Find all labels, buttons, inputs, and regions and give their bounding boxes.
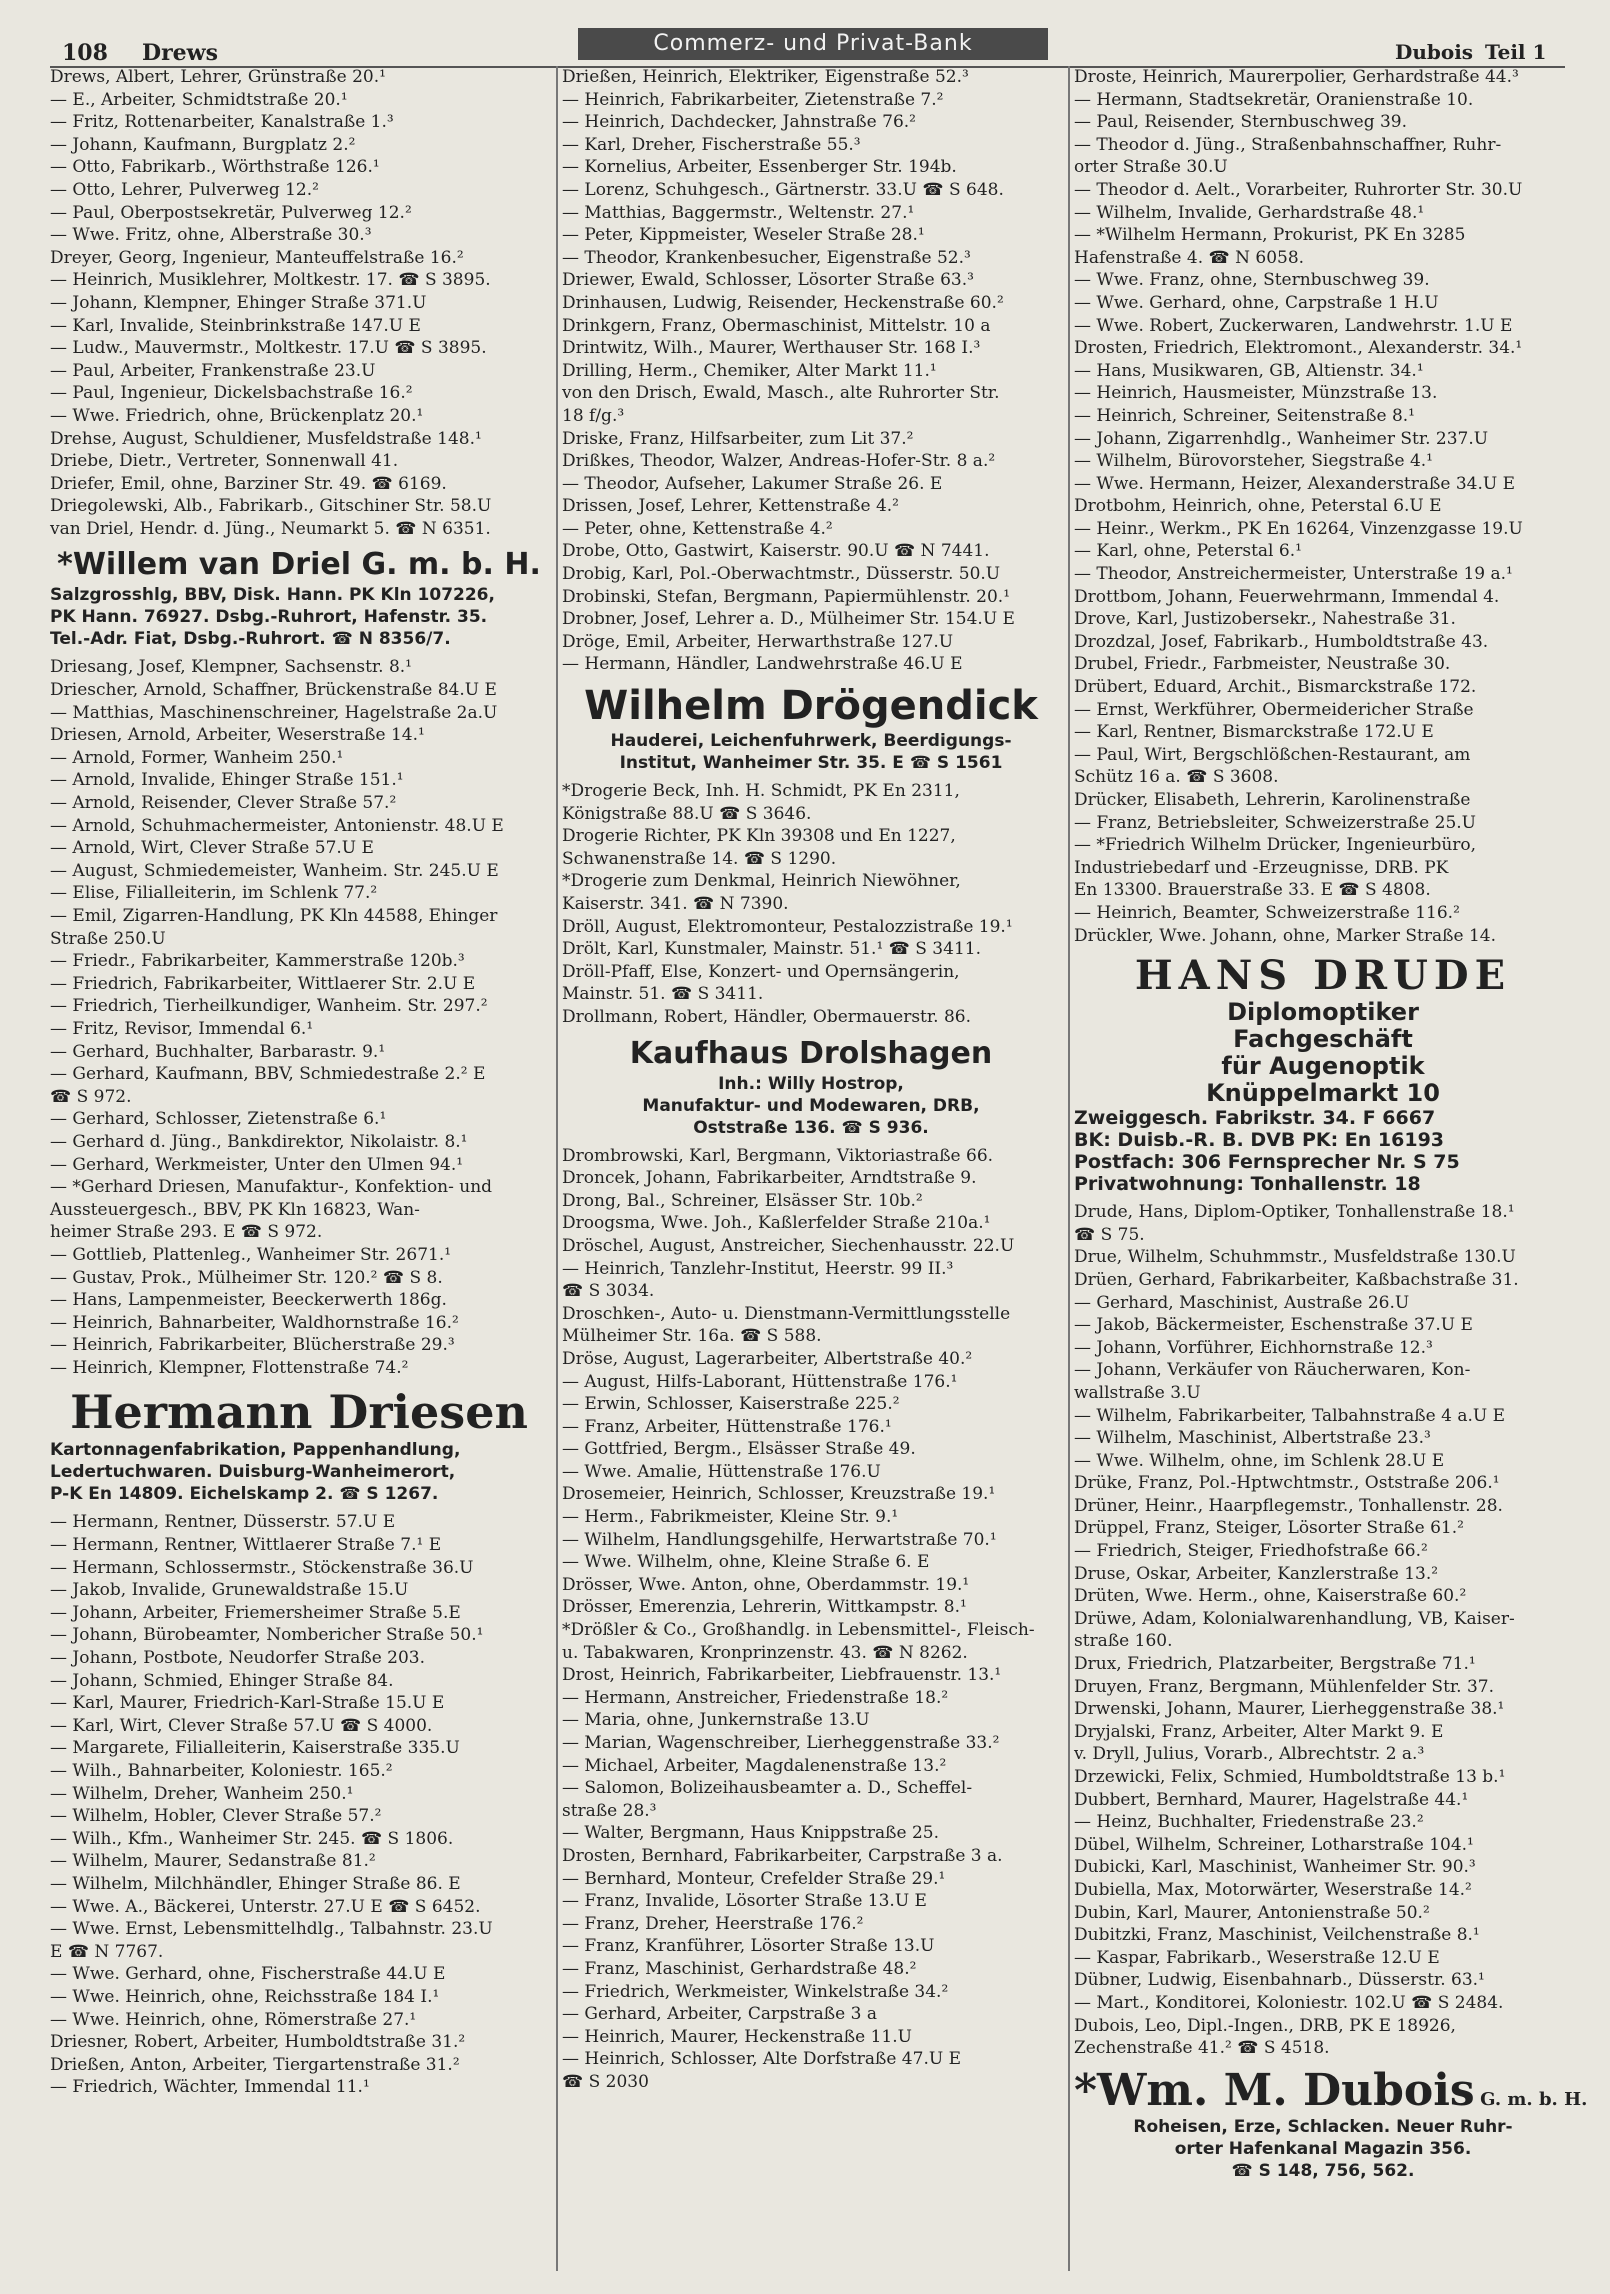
directory-entry: — Johann, Zigarrenhdlg., Wanheimer Str. 237.U <box>1074 428 1489 449</box>
directory-entry: — Gerhard, Buchhalter, Barbarastr. 9.¹ <box>50 1041 386 1062</box>
directory-entry: Drosten, Friedrich, Elektromont., Alexanderstr. 34.¹ <box>1074 338 1523 359</box>
directory-entry: — Friedr., Fabrikarbeiter, Kammerstraße 120b.³ <box>50 951 465 972</box>
directory-entry: — Gerhard, Arbeiter, Carpstraße 3 a <box>562 2004 877 2025</box>
directory-entry: Drösser, Emerenzia, Lehrerin, Wittkampstr. 8.¹ <box>562 1597 967 1618</box>
directory-entry: — Gerhard, Maschinist, Austraße 26.U <box>1074 1292 1410 1313</box>
directory-entry: Drücker, Elisabeth, Lehrerin, Karolinenstraße <box>1074 790 1471 810</box>
directory-entry: Driesang, Josef, Klempner, Sachsenstr. 8.¹ <box>50 657 412 678</box>
directory-entry: — Otto, Lehrer, Pulverweg 12.² <box>50 179 319 200</box>
directory-entry: orter Straße 30.U <box>1074 157 1228 178</box>
directory-entry: — Bernhard, Monteur, Crefelder Straße 29.¹ <box>562 1868 946 1889</box>
bank-banner: Commerz- und Privat-Bank <box>578 28 1048 60</box>
directory-entry: Droncek, Johann, Fabrikarbeiter, Arndtstraße 9. <box>562 1168 977 1189</box>
directory-entry: — Wwe. Gerhard, ohne, Fischerstraße 44.U E <box>50 1964 446 1985</box>
directory-entry: — Wwe. Ernst, Lebensmittelhdlg., Talbahnstr. 23.U <box>50 1919 493 1940</box>
directory-entry: Drüwe, Adam, Kolonialwarenhandlung, VB, Kaiser- <box>1074 1608 1515 1629</box>
directory-entry: Drue, Wilhelm, Schuhmmstr., Musfeldstraße 130.U <box>1074 1247 1516 1268</box>
ad-line: Privatwohnung: Tonhallenstr. 18 <box>1074 1173 1421 1196</box>
directory-entry: Drogerie Richter, PK Kln 39308 und En 1227, <box>562 826 956 847</box>
directory-entry: — Friedrich, Steiger, Friedhofstraße 66.² <box>1074 1541 1428 1562</box>
directory-entry: — Heinrich, Bahnarbeiter, Waldhornstraße 16.² <box>50 1312 459 1333</box>
directory-entry: — Wwe. Gerhard, ohne, Carpstraße 1 H.U <box>1074 292 1439 313</box>
ad-wilhelm-droegendick <box>562 682 1060 774</box>
directory-entry: v. Dryll, Julius, Vorarb., Albrechtstr. 2 a.³ <box>1074 1744 1425 1765</box>
directory-entry: Dryjalski, Franz, Arbeiter, Alter Markt 9. E <box>1074 1721 1444 1742</box>
entry-list <box>562 780 1060 1029</box>
ad-title: HANS DRUDE <box>1134 952 1512 1000</box>
directory-entry: Drobner, Josef, Lehrer a. D., Mülheimer Str. 154.U E <box>562 609 1015 630</box>
ad-line: PK Hann. 76927. Dsbg.-Ruhrort, Hafenstr. 35. <box>50 607 488 628</box>
directory-entry: Dröll-Pfaff, Else, Konzert- und Opernsängerin, <box>562 961 960 982</box>
directory-entry: — Fritz, Revisor, Immendal 6.¹ <box>50 1018 314 1039</box>
directory-entry: Drosten, Bernhard, Fabrikarbeiter, Carpstraße 3 a. <box>562 1845 1003 1866</box>
column-divider <box>556 66 558 2271</box>
ad-line: Manufaktur- und Modewaren, DRB, <box>642 1095 980 1116</box>
directory-entry: — Heinrich, Maurer, Heckenstraße 11.U <box>562 2026 912 2047</box>
directory-entry: — Hermann, Rentner, Wittlaerer Straße 7.¹ E <box>50 1535 442 1556</box>
ad-line: ☎ S 148, 756, 562. <box>1231 2160 1415 2181</box>
ad-line: BK: Duisb.-R. B. DVB PK: En 16193 <box>1074 1129 1445 1152</box>
directory-entry: Drost, Heinrich, Fabrikarbeiter, Liebfrauenstr. 13.¹ <box>562 1665 1002 1686</box>
directory-entry: — Heinrich, Tanzlehr-Institut, Heerstr. 99 II.³ <box>562 1258 954 1279</box>
directory-entry: — Gottfried, Bergm., Elsässer Straße 49. <box>562 1439 916 1460</box>
entry-list <box>562 66 1060 676</box>
directory-entry: — Heinz, Buchhalter, Friedenstraße 23.² <box>1074 1812 1424 1833</box>
directory-entry: ☎ S 972. <box>50 1086 132 1107</box>
directory-entry: Droogsma, Wwe. Joh., Kaßlerfelder Straße 210a.¹ <box>562 1213 991 1234</box>
directory-entry: — Maria, ohne, Junkernstraße 13.U <box>562 1710 870 1731</box>
ad-line: orter Hafenkanal Magazin 356. <box>1174 2138 1472 2159</box>
directory-entry: — Franz, Invalide, Lösorter Straße 13.U E <box>562 1891 927 1912</box>
directory-entry: En 13300. Brauerstraße 33. E ☎ S 4808. <box>1074 880 1431 901</box>
directory-entry: — Franz, Maschinist, Gerhardstraße 48.² <box>562 1958 917 1979</box>
entry-list <box>562 1145 1060 2094</box>
directory-entry: — Wwe. Heinrich, ohne, Reichsstraße 184 I.¹ <box>50 1986 440 2007</box>
directory-entry: Drissen, Josef, Lehrer, Kettenstraße 4.² <box>562 496 899 517</box>
directory-entry: — Gerhard, Kaufmann, BBV, Schmiedestraße 2.² E <box>50 1064 486 1085</box>
directory-entry: Kaiserstr. 341. ☎ N 7390. <box>562 894 789 914</box>
directory-entry: — Heinrich, Dachdecker, Jahnstraße 76.² <box>562 112 916 133</box>
directory-entry: Mainstr. 51. ☎ S 3411. <box>562 984 764 1005</box>
directory-entry: — Otto, Fabrikarb., Wörthstraße 126.¹ <box>50 157 380 178</box>
directory-entry: — Mart., Konditorei, Koloniestr. 102.U ☎ S 2484. <box>1074 1992 1504 2013</box>
running-head-right: Dubois <box>1395 40 1474 64</box>
directory-entry: — Wilhelm, Milchhändler, Ehinger Straße 86. E <box>50 1873 461 1894</box>
ad-title: *Wm. M. Dubois <box>1074 2064 1475 2116</box>
directory-entry: — Wwe. Wilhelm, ohne, im Schlenk 28.U E <box>1074 1450 1445 1471</box>
ad-line: Kartonnagenfabrikation, Pappenhandlung, <box>50 1440 461 1461</box>
directory-entry: Straße 250.U <box>50 928 166 949</box>
directory-entry: — Herm., Fabrikmeister, Kleine Str. 9.¹ <box>562 1507 899 1528</box>
directory-entry: Dubicki, Karl, Maschinist, Wanheimer Str. 90.³ <box>1074 1857 1476 1878</box>
directory-entry: — Wilhelm, Maurer, Sedanstraße 81.² <box>50 1851 376 1872</box>
column-1 <box>50 66 548 2271</box>
directory-entry: — Peter, Kippmeister, Weseler Straße 28.¹ <box>562 225 925 246</box>
directory-entry: — Wwe. Amalie, Hüttenstraße 176.U <box>562 1461 881 1482</box>
directory-entry: — Heinrich, Fabrikarbeiter, Zietenstraße 7.² <box>562 89 944 110</box>
entry-list <box>1074 66 1572 947</box>
directory-entry: Drückler, Wwe. Johann, ohne, Marker Straße 14. <box>1074 925 1496 946</box>
directory-entry: — *Friedrich Wilhelm Drücker, Ingenieurbüro, <box>1074 835 1477 856</box>
directory-entry: Drong, Bal., Schreiner, Elsässer Str. 10b.² <box>562 1190 923 1211</box>
ad-title: Wilhelm Drögendick <box>584 683 1038 730</box>
directory-entry: Drüke, Franz, Pol.-Hptwchtmstr., Oststraße 206.¹ <box>1074 1473 1500 1494</box>
directory-entry: — Heinrich, Schreiner, Seitenstraße 8.¹ <box>1074 405 1415 426</box>
directory-entry: — Hermann, Händler, Landwehrstraße 46.U E <box>562 654 963 675</box>
directory-entry: Dubiella, Max, Motorwärter, Weserstraße 14.² <box>1074 1879 1472 1900</box>
directory-entry: — Franz, Betriebsleiter, Schweizerstraße 25.U <box>1074 812 1476 833</box>
directory-entry: Droschken-, Auto- u. Dienstmann-Vermittlungsstelle <box>562 1303 1011 1324</box>
directory-entry: straße 160. <box>1074 1631 1173 1652</box>
directory-entry: — Paul, Ingenieur, Dickelsbachstraße 16.² <box>50 383 413 404</box>
ad-hermann-driesen <box>50 1385 548 1505</box>
ad-hans-drude <box>1074 953 1572 1195</box>
directory-entry: — Matthias, Maschinenschreiner, Hagelstraße 2a.U <box>50 702 498 723</box>
ad-title-row <box>1074 2064 1588 2116</box>
directory-entry: Drollmann, Robert, Händler, Obermauerstr. 86. <box>562 1006 971 1027</box>
directory-entry: Dröschel, August, Anstreicher, Siechenhausstr. 22.U <box>562 1235 1015 1256</box>
directory-entry: — E., Arbeiter, Schmidtstraße 20.¹ <box>50 89 348 110</box>
column-2 <box>562 66 1060 2271</box>
directory-entry: — August, Hilfs-Laborant, Hüttenstraße 176.¹ <box>562 1371 958 1392</box>
running-head-left: Drews <box>142 40 218 66</box>
directory-entry: Drinhausen, Ludwig, Reisender, Heckenstraße 60.² <box>562 292 1004 313</box>
ad-line: Postfach: 306 Fernsprecher Nr. S 75 <box>1074 1151 1460 1174</box>
directory-entry: Drüen, Gerhard, Fabrikarbeiter, Kaßbachstraße 31. <box>1074 1269 1519 1290</box>
directory-entry: — Michael, Arbeiter, Magdalenenstraße 13.² <box>562 1755 947 1776</box>
directory-entry: — Franz, Arbeiter, Hüttenstraße 176.¹ <box>562 1416 892 1437</box>
directory-entry: — Ernst, Werkführer, Obermeidericher Straße <box>1074 699 1474 720</box>
directory-entry: Drobe, Otto, Gastwirt, Kaiserstr. 90.U ☎ N 7441. <box>562 541 990 562</box>
directory-entry: Drießen, Anton, Arbeiter, Tiergartenstraße 31.² <box>50 2054 460 2075</box>
directory-entry: Drintwitz, Wilh., Maurer, Werthauser Str. 168 I.³ <box>562 338 981 359</box>
directory-entry: *Drogerie zum Denkmal, Heinrich Niewöhner, <box>562 871 961 892</box>
directory-entry: ☎ S 2030 <box>562 2071 649 2092</box>
directory-entry: Druyen, Franz, Bergmann, Mühlenfelder Str. 37. <box>1074 1676 1495 1697</box>
ad-line: Inh.: Willy Hostrop, <box>718 1073 904 1094</box>
directory-entry: Drottbom, Johann, Feuerwehrmann, Immendal 4. <box>1074 586 1500 607</box>
directory-entry: — Karl, ohne, Peterstal 6.¹ <box>1074 541 1302 562</box>
ad-line: Tel.-Adr. Fiat, Dsbg.-Ruhrort. ☎ N 8356/7. <box>50 629 451 650</box>
directory-entry: — Paul, Reisender, Sternbuschweg 39. <box>1074 112 1408 133</box>
directory-entry: Drosemeier, Heinrich, Schlosser, Kreuzstraße 19.¹ <box>562 1484 996 1505</box>
directory-entry: — Heinrich, Fabrikarbeiter, Blücherstraße 29.³ <box>50 1335 455 1356</box>
directory-entry: — Wwe. Heinrich, ohne, Römerstraße 27.¹ <box>50 2009 417 2030</box>
directory-entry: Drozdzal, Josef, Fabrikarb., Humboldtstraße 43. <box>1074 631 1489 652</box>
entry-list <box>1074 1201 1572 2060</box>
directory-entry: Drubel, Friedr., Farbmeister, Neustraße 30. <box>1074 654 1451 675</box>
directory-entry: Drews, Albert, Lehrer, Grünstraße 20.¹ <box>50 67 386 87</box>
column-divider <box>1068 66 1070 2271</box>
directory-entry: Driebe, Dietr., Vertreter, Sonnenwall 41. <box>50 451 399 472</box>
directory-entry: — Hermann, Schlossermstr., Stöckenstraße 36.U <box>50 1557 474 1578</box>
directory-entry: Dreyer, Georg, Ingenieur, Manteuffelstraße 16.² <box>50 247 464 268</box>
directory-entry: — Paul, Wirt, Bergschlößchen-Restaurant, am <box>1074 744 1471 765</box>
part-label: Teil 1 <box>1485 40 1547 64</box>
directory-entry: — Jakob, Invalide, Grunewaldstraße 15.U <box>50 1580 409 1601</box>
directory-entry: — Wwe. Franz, ohne, Sternbuschweg 39. <box>1074 270 1430 291</box>
directory-entry: von den Drisch, Ewald, Masch., alte Ruhrorter Str. <box>562 383 1000 404</box>
directory-entry: — Wwe. Hermann, Heizer, Alexanderstraße 34.U E <box>1074 473 1516 494</box>
directory-entry: — Theodor, Anstreichermeister, Unterstraße 19 a.¹ <box>1074 564 1513 585</box>
directory-entry: — Hans, Lampenmeister, Beeckerwerth 186g. <box>50 1290 447 1311</box>
directory-entry: — Friedrich, Wächter, Immendal 11.¹ <box>50 2077 370 2098</box>
directory-entry: — Salomon, Bolizeihausbeamter a. D., Scheffel- <box>562 1778 973 1799</box>
directory-entry: Industriebedarf und -Erzeugnisse, DRB. PK <box>1074 857 1449 878</box>
ad-line: Fachgeschäft <box>1233 1025 1413 1054</box>
directory-entry: Drude, Hans, Diplom-Optiker, Tonhallenstraße 18.¹ <box>1074 1202 1515 1223</box>
directory-entry: — *Gerhard Driesen, Manufaktur-, Konfektion- und <box>50 1177 493 1198</box>
directory-entry: Driefer, Emil, ohne, Barziner Str. 49. ☎ 6169. <box>50 473 447 494</box>
directory-entry: Dubitzki, Franz, Maschinist, Veilchenstraße 8.¹ <box>1074 1925 1480 1946</box>
directory-entry: — Hermann, Stadtsekretär, Oranienstraße 10. <box>1074 89 1474 110</box>
directory-entry: — Arnold, Former, Wanheim 250.¹ <box>50 747 344 768</box>
directory-entry: — Fritz, Rottenarbeiter, Kanalstraße 1.³ <box>50 112 394 133</box>
directory-entry: Drüner, Heinr., Haarpflegemstr., Tonhallenstr. 28. <box>1074 1495 1503 1516</box>
directory-entry: — Marian, Wagenschreiber, Lierheggenstraße 33.² <box>562 1733 1000 1753</box>
directory-entry: wallstraße 3.U <box>1074 1382 1201 1403</box>
ad-line: Salzgrosshlg, BBV, Disk. Hann. PK Kln 107226, <box>50 585 495 606</box>
directory-entry: — Hermann, Rentner, Düsserstr. 57.U E <box>50 1512 396 1533</box>
directory-entry: — Johann, Schmied, Ehinger Straße 84. <box>50 1670 394 1691</box>
directory-entry: — Theodor d. Jüng., Straßenbahnschaffner, Ruhr- <box>1074 134 1502 155</box>
directory-entry: — Heinrich, Schlosser, Alte Dorfstraße 47.U E <box>562 2049 961 2070</box>
directory-entry: — Wilhelm, Handlungsgehilfe, Herwartstraße 70.¹ <box>562 1529 997 1550</box>
directory-entry: — Gerhard d. Jüng., Bankdirektor, Nikolaistr. 8.¹ <box>50 1131 468 1152</box>
directory-entry: — August, Schmiedemeister, Wanheim. Str. 245.U E <box>50 860 499 881</box>
directory-entry: Schwanenstraße 14. ☎ S 1290. <box>562 848 837 869</box>
directory-entry: — Elise, Filialleiterin, im Schlenk 77.² <box>50 883 378 904</box>
directory-entry: Drotbohm, Heinrich, ohne, Peterstal 6.U E <box>1074 496 1442 517</box>
directory-entry: Drölt, Karl, Kunstmaler, Mainstr. 51.¹ ☎ S 3411. <box>562 939 981 960</box>
directory-entry: — Karl, Wirt, Clever Straße 57.U ☎ S 4000. <box>50 1715 433 1736</box>
ad-wm-dubois <box>1074 2064 1588 2182</box>
directory-entry: Zechenstraße 41.² ☎ S 4518. <box>1074 2038 1330 2059</box>
directory-entry: — Paul, Arbeiter, Frankenstraße 23.U <box>50 360 376 381</box>
directory-entry: — Franz, Kranführer, Lösorter Straße 13.U <box>562 1936 935 1957</box>
directory-entry: — Heinrich, Beamter, Schweizerstraße 116.² <box>1074 902 1460 923</box>
directory-entry: — Peter, ohne, Kettenstraße 4.² <box>562 518 833 539</box>
ad-title: Hermann Driesen <box>70 1385 528 1440</box>
directory-entry: Dubbert, Bernhard, Maurer, Hagelstraße 44.¹ <box>1074 1789 1469 1810</box>
directory-entry: van Driel, Hendr. d. Jüng., Neumarkt 5. ☎ N 6351. <box>50 518 491 539</box>
directory-entry: — *Wilhelm Hermann, Prokurist, PK En 3285 <box>1074 225 1466 246</box>
entry-list <box>50 66 548 540</box>
directory-entry: — Wilh., Kfm., Wanheimer Str. 245. ☎ S 1806. <box>50 1828 454 1849</box>
directory-entry: 18 f/g.³ <box>562 405 625 426</box>
directory-entry: — Arnold, Schuhmachermeister, Antonienstr. 48.U E <box>50 815 504 836</box>
directory-entry: — Heinr., Werkm., PK En 16264, Vinzenzgasse 19.U <box>1074 518 1523 539</box>
directory-entry: heimer Straße 293. E ☎ S 972. <box>50 1222 323 1243</box>
directory-entry: E ☎ N 7767. <box>50 1941 164 1962</box>
directory-entry: — Friedrich, Werkmeister, Winkelstraße 34.² <box>562 1981 949 2002</box>
directory-entry: Dröll, August, Elektromonteur, Pestalozzistraße 19.¹ <box>562 916 1013 937</box>
directory-entry: Drwenski, Johann, Maurer, Lierheggenstraße 38.¹ <box>1074 1699 1505 1720</box>
directory-entry: Druse, Oskar, Arbeiter, Kanzlerstraße 13.² <box>1074 1563 1439 1584</box>
directory-entry: — Wilhelm, Invalide, Gerhardstraße 48.¹ <box>1074 202 1425 223</box>
page-number: 108 <box>62 40 108 66</box>
directory-entry: — Wilhelm, Fabrikarbeiter, Talbahnstraße 4 a.U E <box>1074 1405 1505 1426</box>
directory-entry: — Johann, Kaufmann, Burgplatz 2.² <box>50 134 356 155</box>
ad-line: Zweiggesch. Fabrikstr. 34. F 6667 <box>1074 1107 1436 1130</box>
ad-line: Hauderei, Leichenfuhrwerk, Beerdigungs- <box>610 731 1012 752</box>
directory-entry: Dröse, August, Lagerarbeiter, Albertstraße 40.² <box>562 1348 973 1369</box>
directory-entry: Drinkgern, Franz, Obermaschinist, Mittelstr. 10 a <box>562 315 991 336</box>
directory-entry: Drüten, Wwe. Herm., ohne, Kaiserstraße 60.² <box>1074 1586 1467 1607</box>
directory-entry: — Lorenz, Schuhgesch., Gärtnerstr. 33.U ☎ S 648. <box>562 179 1004 200</box>
directory-entry: ☎ S 3034. <box>562 1281 655 1302</box>
directory-entry: Driewer, Ewald, Schlosser, Lösorter Straße 63.³ <box>562 270 974 291</box>
directory-entry: Drobinski, Stefan, Bergmann, Papiermühlenstr. 20.¹ <box>562 586 1011 607</box>
directory-entry: — Gottlieb, Plattenleg., Wanheimer Str. 2671.¹ <box>50 1244 452 1265</box>
directory-entry: — Gustav, Prok., Mülheimer Str. 120.² ☎ S 8. <box>50 1267 443 1288</box>
directory-entry: — Kaspar, Fabrikarb., Weserstraße 12.U E <box>1074 1947 1440 1968</box>
directory-entry: Driske, Franz, Hilfsarbeiter, zum Lit 37.² <box>562 428 914 449</box>
directory-entry: — Johann, Verkäufer von Räucherwaren, Kon- <box>1074 1360 1471 1381</box>
column-3 <box>1074 66 1588 2271</box>
directory-entry: — Hans, Musikwaren, GB, Altienstr. 34.¹ <box>1074 360 1424 381</box>
directory-entry: Drißkes, Theodor, Walzer, Andreas-Hofer-Str. 8 a.² <box>562 451 996 472</box>
directory-entry: — Karl, Maurer, Friedrich-Karl-Straße 15.U E <box>50 1693 445 1714</box>
directory-entry: Drehse, August, Schuldiener, Musfeldstraße 148.¹ <box>50 428 482 449</box>
directory-entry: Aussteuergesch., BBV, PK Kln 16823, Wan- <box>50 1199 420 1220</box>
page-header <box>0 0 1610 66</box>
directory-entry: — Wwe. Robert, Zuckerwaren, Landwehrstr. 1.U E <box>1074 315 1513 336</box>
directory-entry: — Margarete, Filialleiterin, Kaiserstraße 335.U <box>50 1738 460 1759</box>
directory-entry: Droste, Heinrich, Maurerpolier, Gerhardstraße 44.³ <box>1074 67 1519 87</box>
directory-entry: Dübel, Wilhelm, Schreiner, Lotharstraße 104.¹ <box>1074 1834 1474 1855</box>
ad-line: Diplomoptiker <box>1227 998 1419 1027</box>
directory-entry: Dübner, Ludwig, Eisenbahnarb., Düsserstr. 63.¹ <box>1074 1970 1485 1991</box>
directory-entry: Drilling, Herm., Chemiker, Alter Markt 11.¹ <box>562 360 937 381</box>
directory-entry: — Franz, Dreher, Heerstraße 176.² <box>562 1913 864 1934</box>
directory-entry: — Arnold, Reisender, Clever Straße 57.² <box>50 793 397 814</box>
directory-entry: Schütz 16 a. ☎ S 3608. <box>1074 767 1279 788</box>
ad-line: P-K En 14809. Eichelskamp 2. ☎ S 1267. <box>50 1484 439 1505</box>
directory-entry: Drove, Karl, Justizobersekr., Nahestraße 31. <box>1074 609 1456 630</box>
directory-entry: — Heinrich, Musiklehrer, Moltkestr. 17. ☎ S 3895. <box>50 270 491 291</box>
directory-entry: u. Tabakwaren, Kronprinzenstr. 43. ☎ N 8262. <box>562 1642 968 1663</box>
ad-willem-van-driel <box>50 546 548 650</box>
directory-entry: Driesen, Arnold, Arbeiter, Weserstraße 14.¹ <box>50 725 425 746</box>
ad-title-suffix: G. m. b. H. <box>1480 2088 1588 2110</box>
directory-entry: — Jakob, Bäckermeister, Eschenstraße 37.U E <box>1074 1315 1473 1336</box>
directory-entry: — Johann, Bürobeamter, Nombericher Straße 50.¹ <box>50 1625 484 1646</box>
directory-entry: — Matthias, Baggermstr., Weltenstr. 27.¹ <box>562 202 915 223</box>
directory-entry: — Wilh., Bahnarbeiter, Koloniestr. 165.² <box>50 1761 393 1781</box>
directory-entry: *Drogerie Beck, Inh. H. Schmidt, PK En 2311, <box>562 781 960 802</box>
directory-entry: *Drößler & Co., Großhandlg. in Lebensmittel-, Fleisch- <box>562 1620 1035 1641</box>
ad-line: für Augenoptik <box>1221 1052 1425 1081</box>
directory-entry: — Erwin, Schlosser, Kaiserstraße 225.² <box>562 1394 900 1415</box>
directory-entry: ☎ S 75. <box>1074 1224 1145 1245</box>
directory-entry: — Emil, Zigarren-Handlung, PK Kln 44588, Ehinger <box>50 906 498 926</box>
directory-entry: — Karl, Dreher, Fischerstraße 55.³ <box>562 134 861 155</box>
directory-entry: — Wwe. A., Bäckerei, Unterstr. 27.U E ☎ S 6452. <box>50 1896 481 1917</box>
directory-entry: — Johann, Vorführer, Eichhornstraße 12.³ <box>1074 1337 1433 1358</box>
directory-entry: Drux, Friedrich, Platzarbeiter, Bergstraße 71.¹ <box>1074 1654 1476 1675</box>
directory-entry: — Wilhelm, Hobler, Clever Straße 57.² <box>50 1806 382 1827</box>
directory-entry: Hafenstraße 4. ☎ N 6058. <box>1074 247 1305 268</box>
directory-entry: — Theodor, Krankenbesucher, Eigenstraße 52.³ <box>562 247 971 268</box>
directory-entry: Königstraße 88.U ☎ S 3646. <box>562 803 812 824</box>
entry-list <box>50 656 548 1379</box>
directory-entry: — Theodor, Aufseher, Lakumer Straße 26. E <box>562 473 943 494</box>
directory-entry: Drzewicki, Felix, Schmied, Humboldtstraße 13 b.¹ <box>1074 1767 1506 1787</box>
entry-list <box>50 1511 548 2098</box>
directory-entry: — Wilhelm, Maschinist, Albertstraße 23.³ <box>1074 1428 1431 1449</box>
directory-entry: — Kornelius, Arbeiter, Essenberger Str. 194b. <box>562 157 957 178</box>
directory-entry: — Karl, Rentner, Bismarckstraße 172.U E <box>1074 722 1434 743</box>
directory-entry: — Wwe. Friedrich, ohne, Brückenplatz 20.¹ <box>50 405 424 426</box>
directory-entry: — Theodor d. Aelt., Vorarbeiter, Ruhrorter Str. 30.U <box>1074 179 1523 200</box>
ad-line: Oststraße 136. ☎ S 936. <box>693 1117 929 1138</box>
ad-title: Kaufhaus Drolshagen <box>629 1035 993 1071</box>
directory-entry: — Karl, Invalide, Steinbrinkstraße 147.U E <box>50 315 421 336</box>
directory-entry: Drösser, Wwe. Anton, ohne, Oberdammstr. 19.¹ <box>562 1574 970 1595</box>
directory-entry: — Johann, Klempner, Ehinger Straße 371.U <box>50 292 427 313</box>
directory-entry: — Wilhelm, Dreher, Wanheim 250.¹ <box>50 1783 354 1804</box>
directory-entry: — Wwe. Fritz, ohne, Alberstraße 30.³ <box>50 225 372 246</box>
directory-entry: — Gerhard, Schlosser, Zietenstraße 6.¹ <box>50 1109 387 1130</box>
directory-entry: Dröge, Emil, Arbeiter, Herwarthstraße 127.U <box>562 631 954 652</box>
directory-entry: — Hermann, Anstreicher, Friedenstraße 18.² <box>562 1687 949 1708</box>
directory-entry: Drübert, Eduard, Archit., Bismarckstraße 172. <box>1074 677 1477 698</box>
directory-entry: — Johann, Postbote, Neudorfer Straße 203. <box>50 1648 426 1669</box>
ad-title: *Willem van Driel G. m. b. H. <box>57 547 541 583</box>
directory-entry: Drombrowski, Karl, Bergmann, Viktoriastraße 66. <box>562 1145 994 1166</box>
directory-entry: — Wilhelm, Bürovorsteher, Siegstraße 4.¹ <box>1074 451 1433 472</box>
ad-line: Roheisen, Erze, Schlacken. Neuer Ruhr- <box>1133 2116 1513 2137</box>
directory-entry: Driesner, Robert, Arbeiter, Humboldtstraße 31.² <box>50 2032 466 2053</box>
ad-line: Ledertuchwaren. Duisburg-Wanheimerort, <box>50 1462 456 1483</box>
directory-entry: — Arnold, Invalide, Ehinger Straße 151.¹ <box>50 770 404 791</box>
directory-entry: Drießen, Heinrich, Elektriker, Eigenstraße 52.³ <box>562 67 969 87</box>
directory-entry: — Friedrich, Tierheilkundiger, Wanheim. Str. 297.² <box>50 996 488 1017</box>
directory-entry: — Paul, Oberpostsekretär, Pulverweg 12.² <box>50 202 412 223</box>
directory-entry: Mülheimer Str. 16a. ☎ S 588. <box>562 1326 822 1347</box>
ad-kaufhaus-drolshagen <box>562 1035 1060 1139</box>
ad-line: Institut, Wanheimer Str. 35. E ☎ S 1561 <box>619 753 1003 774</box>
directory-entry: Driegolewski, Alb., Fabrikarb., Gitschiner Str. 58.U <box>50 496 492 517</box>
directory-entry: Driescher, Arnold, Schaffner, Brückenstraße 84.U E <box>50 680 497 701</box>
directory-entry: Dubois, Leo, Dipl.-Ingen., DRB, PK E 18926, <box>1074 2015 1456 2036</box>
directory-entry: straße 28.³ <box>562 1800 657 1821</box>
directory-entry: — Gerhard, Werkmeister, Unter den Ulmen 94.¹ <box>50 1154 464 1175</box>
directory-entry: Drüppel, Franz, Steiger, Lösorter Straße 61.² <box>1074 1518 1464 1539</box>
directory-entry: — Arnold, Wirt, Clever Straße 57.U E <box>50 838 374 859</box>
directory-entry: — Ludw., Mauvermstr., Moltkestr. 17.U ☎ S 3895. <box>50 338 487 359</box>
ad-line: Knüppelmarkt 10 <box>1206 1079 1440 1108</box>
directory-entry: Drobig, Karl, Pol.-Oberwachtmstr., Düsserstr. 50.U <box>562 564 1001 585</box>
directory-entry: — Johann, Arbeiter, Friemersheimer Straße 5.E <box>50 1602 461 1623</box>
directory-entry: — Heinrich, Hausmeister, Münzstraße 13. <box>1074 383 1438 404</box>
directory-entry: — Friedrich, Fabrikarbeiter, Wittlaerer Str. 2.U E <box>50 973 476 994</box>
directory-entry: — Wwe. Wilhelm, ohne, Kleine Straße 6. E <box>562 1552 930 1573</box>
directory-entry: Dubin, Karl, Maurer, Antonienstraße 50.² <box>1074 1902 1430 1923</box>
directory-entry: — Walter, Bergmann, Haus Knippstraße 25. <box>562 1823 940 1844</box>
directory-entry: — Heinrich, Klempner, Flottenstraße 74.² <box>50 1357 409 1378</box>
